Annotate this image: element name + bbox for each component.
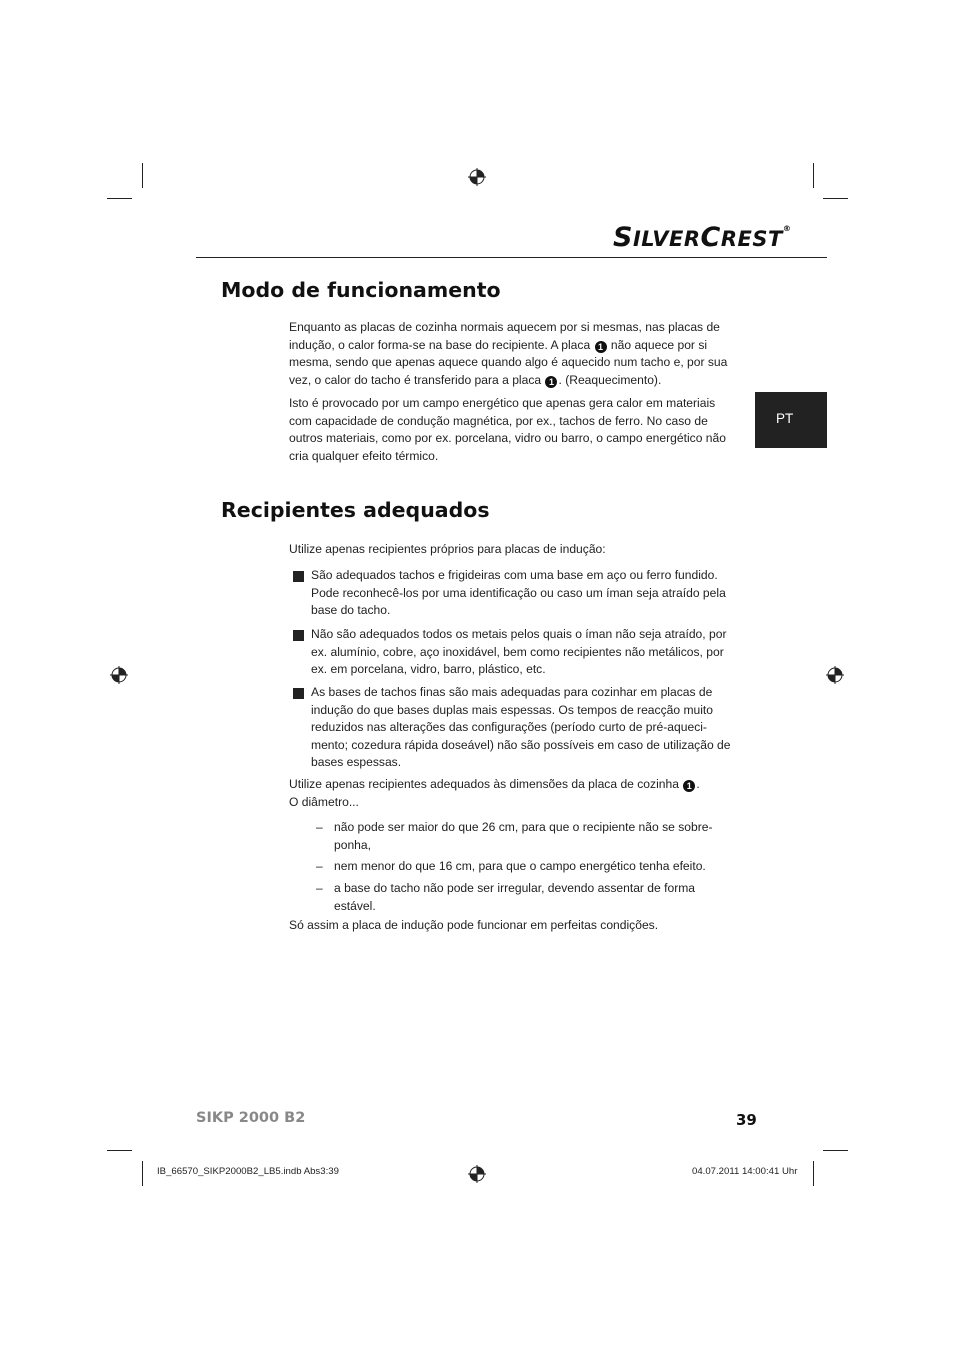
- registration-target-icon: [110, 666, 128, 684]
- list-item: não pode ser maior do que 26 cm, para que o recipiente não se sobre-ponha,: [334, 820, 713, 852]
- crop-mark: [823, 198, 848, 199]
- black-circle-number-icon: 1: [595, 341, 607, 353]
- paragraph: Utilize apenas recipientes adequados às dimensões da placa de cozinha 1 . O diâmetro...: [289, 777, 700, 809]
- black-circle-number-icon: 1: [683, 780, 695, 792]
- crop-mark: [823, 1150, 848, 1151]
- crop-mark: [142, 1161, 143, 1186]
- paragraph: Só assim a placa de indução pode funcionar em perfeitas condições.: [289, 918, 659, 932]
- registration-target-icon: [468, 1165, 486, 1183]
- crop-mark: [142, 163, 143, 188]
- section-title-modo: Modo de funcionamento: [221, 278, 501, 302]
- paragraph: Enquanto as placas de cozinha normais aquecem por si mesmas, nas placas de indução, o calor forma-se na base do recipiente. A placa 1 não aquece por si mesma, sendo que apenas aquece quando algo é aquecido num tacho e, por sua vez, o calor do tacho é transferido para a placa 1 . (Reaquecimento).: [289, 320, 728, 387]
- registration-target-icon: [826, 666, 844, 684]
- crop-mark: [813, 1161, 814, 1186]
- paragraph: Utilize apenas recipientes próprios para placas de indução:: [289, 542, 606, 556]
- list-item: As bases de tachos finas são mais adequadas para cozinhar em placas de indução do que bases duplas mais espessas. Os tempos de reacção muito reduzidos nas alterações das configurações (período curto de pré-aqueci-mento; cozedura rápida doseável) não são possíveis em caso de utilização de bases espessas.: [311, 685, 731, 769]
- black-circle-number-icon: 1: [545, 376, 557, 388]
- dash-marker: –: [316, 820, 323, 834]
- print-slug-left: IB_66570_SIKP2000B2_LB5.indb Abs3:39: [157, 1166, 339, 1177]
- crop-mark: [813, 163, 814, 188]
- language-tab: [755, 392, 827, 448]
- black-square-icon: [293, 571, 304, 582]
- list-item: São adequados tachos e frigideiras com uma base em aço ou ferro fundido. Pode reconhecê-los por uma identificação ou caso um íman seja atraído pela base do tacho.: [311, 568, 726, 617]
- print-slug-right: 04.07.2011 14:00:41 Uhr: [692, 1166, 798, 1177]
- crop-mark: [107, 1150, 132, 1151]
- black-square-icon: [293, 630, 304, 641]
- language-tab-label: PT: [776, 411, 794, 426]
- model-number: SIKP 2000 B2: [196, 1110, 306, 1126]
- list-item: nem menor do que 16 cm, para que o campo energético tenha efeito.: [334, 859, 706, 873]
- black-square-icon: [293, 688, 304, 699]
- header-rule: [196, 257, 827, 258]
- brand-logo: SILVERCREST®: [613, 222, 792, 253]
- dash-marker: –: [316, 859, 323, 873]
- list-item: a base do tacho não pode ser irregular, devendo assentar de forma estável.: [334, 881, 696, 913]
- dash-marker: –: [316, 881, 323, 895]
- paragraph: Isto é provocado por um campo energético que apenas gera calor em materiais com capacidade de condução magnética, por ex., tachos de ferro. No caso de outros materiais, como por ex. porcelana, vidro ou barro, o campo energético não cria qualquer efeito térmico.: [289, 396, 726, 463]
- page-number: 39: [736, 1111, 757, 1129]
- list-item: Não são adequados todos os metais pelos quais o íman não seja atraído, por ex. alumínio, cobre, aço inoxidável, bem como recipientes não metálicos, por ex. em porcelana, vidro, barro, plástico, etc.: [311, 627, 727, 676]
- crop-mark: [107, 198, 132, 199]
- section-title-recipientes: Recipientes adequados: [221, 498, 490, 522]
- registration-target-icon: [468, 168, 486, 186]
